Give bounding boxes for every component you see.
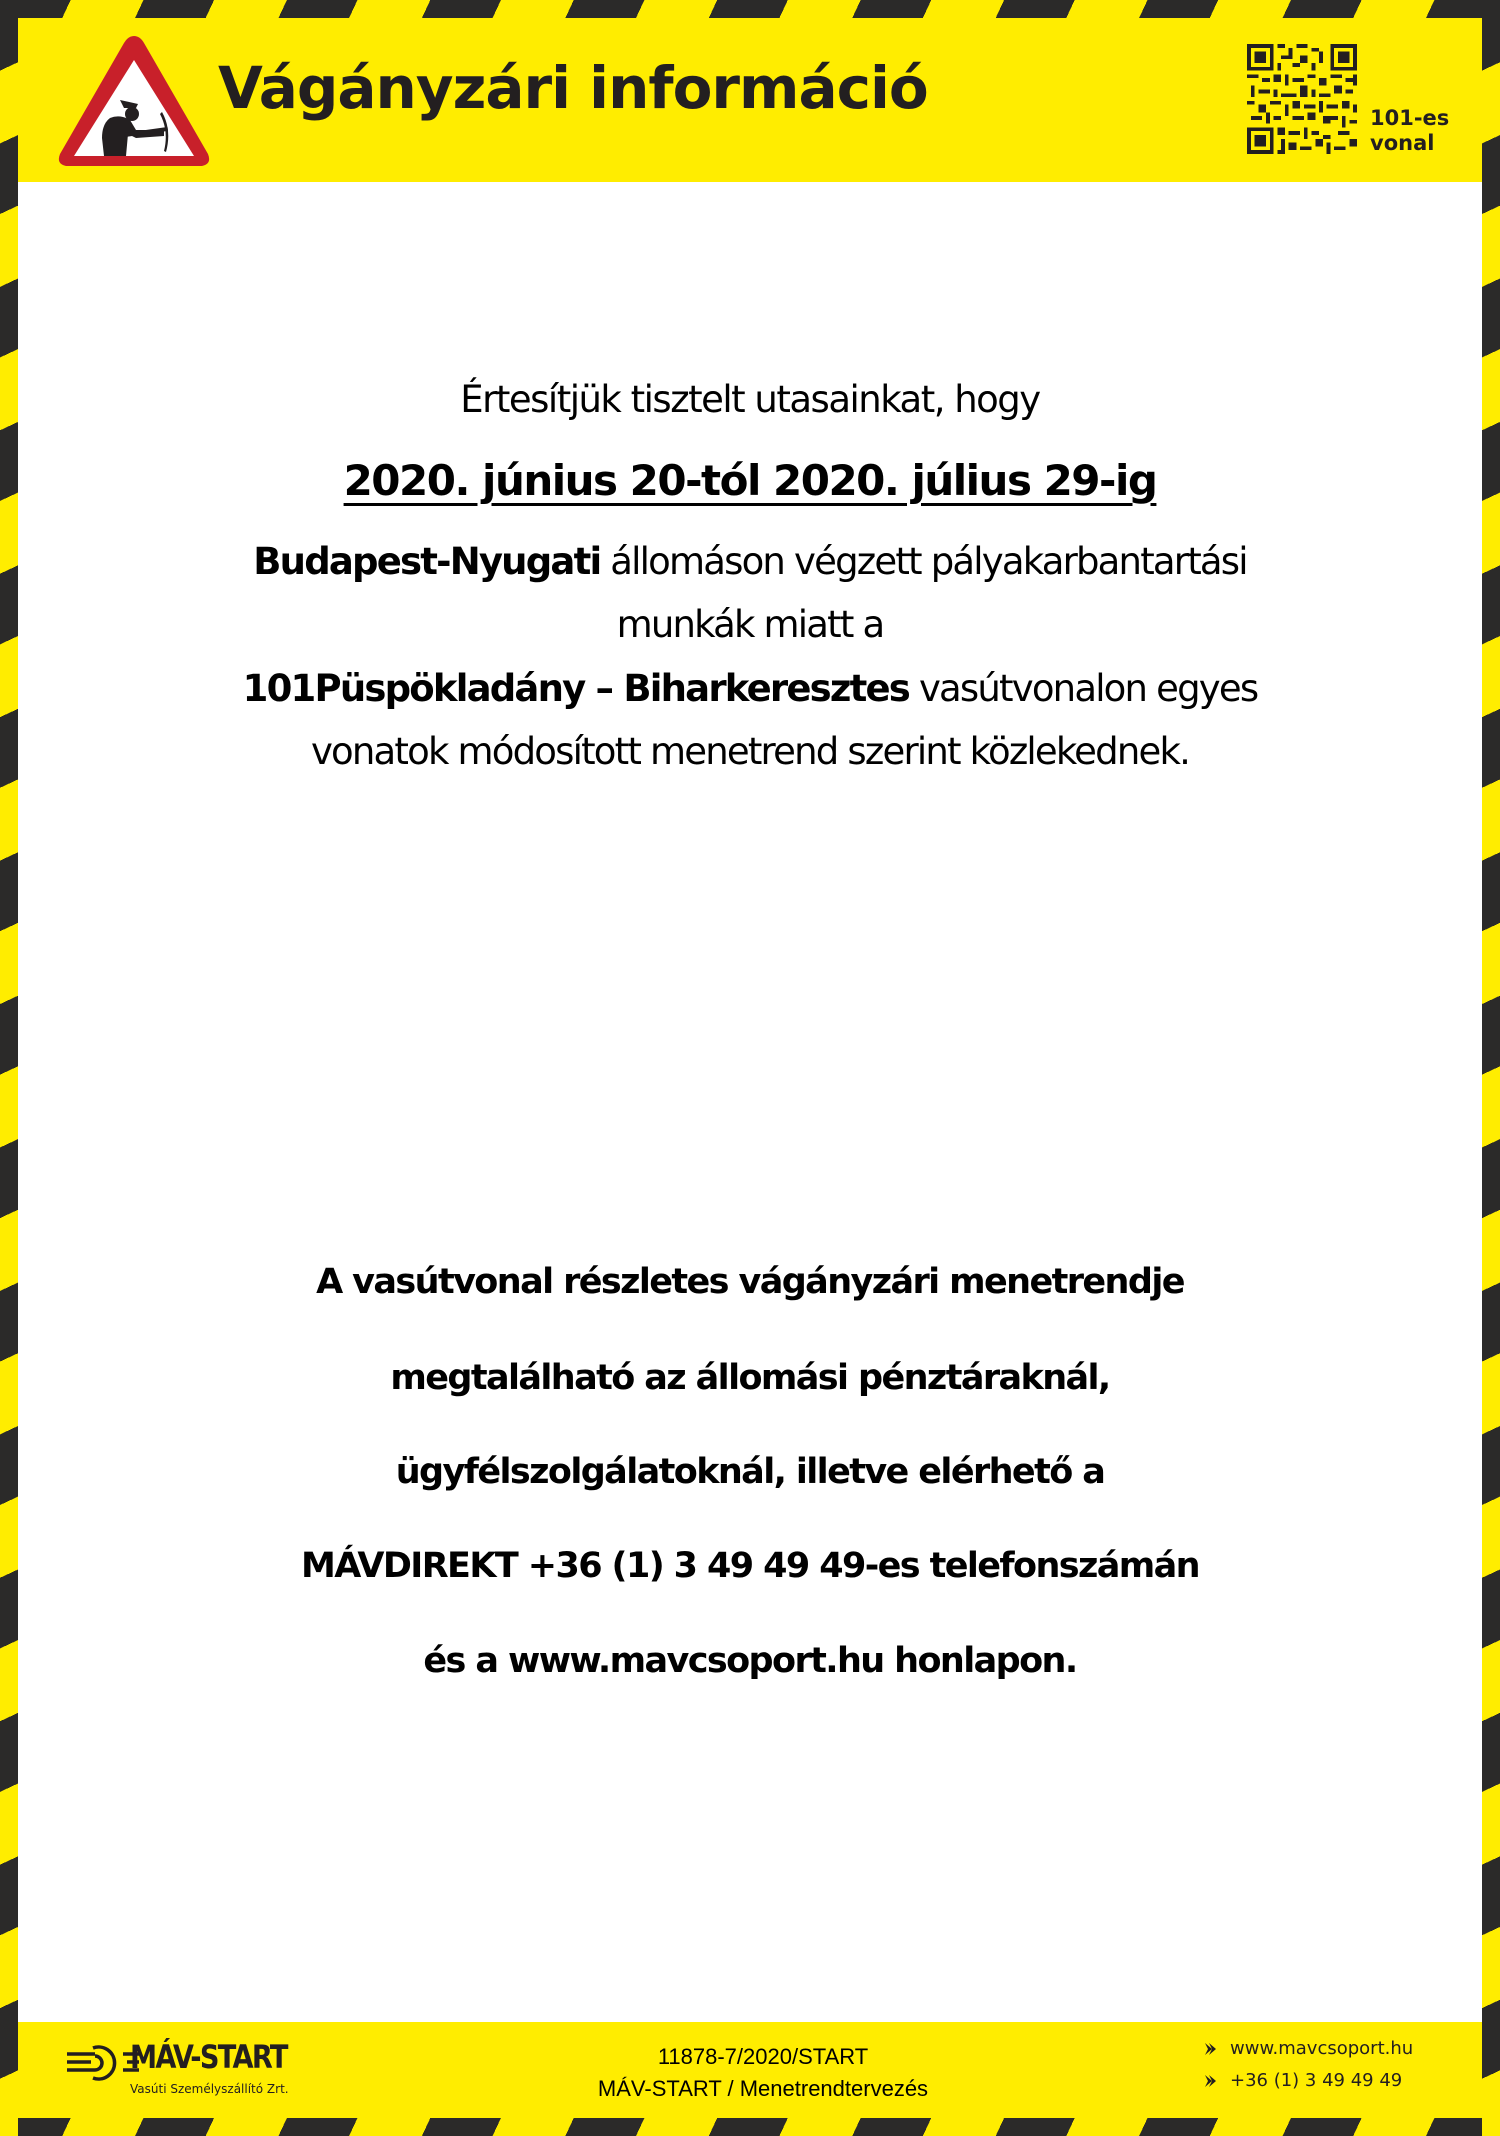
- line-number: 101-es: [1370, 106, 1450, 130]
- notice-line-3: [18, 667, 1482, 710]
- hazard-stripe-right: [1482, 0, 1500, 2136]
- notice-line-4: vonatok módosított menetrend szerint közlekednek.: [310, 730, 1190, 773]
- footer: [18, 2022, 1482, 2118]
- logo-subtitle: Vasúti Személyszállító Zrt.: [130, 2082, 289, 2096]
- hazard-stripe-bottom: [0, 2118, 1500, 2136]
- website-text: www.mavcsoport.hu: [1230, 2038, 1414, 2059]
- notice-line-3-text: vasútvonalon egyes: [908, 667, 1258, 710]
- logo-name: MÁV-START: [130, 2038, 287, 2076]
- info-line-4: MÁVDIREKT +36 (1) 3 49 49 49-es telefonszámán: [300, 1546, 1200, 1586]
- notice-body: [18, 182, 1482, 2022]
- info-line-3: ügyfélszolgálatoknál, illetve elérhető a: [395, 1452, 1105, 1492]
- railway-line-name: 101Püspökladány – Biharkeresztes: [242, 667, 909, 710]
- page-title: Vágányzári információ: [218, 54, 928, 122]
- chevron-right-icon: [1204, 2074, 1218, 2088]
- hazard-stripe-left: [0, 0, 18, 2136]
- header: [18, 18, 1482, 182]
- roadwork-warning-icon: [54, 30, 214, 172]
- line-word: vonal: [1370, 131, 1435, 155]
- notice-line-1-text: állomáson végzett pályakarbantartási: [600, 540, 1247, 583]
- notice-line-1: [18, 540, 1482, 583]
- reference-number: 11878-7/2020/START: [657, 2044, 869, 2069]
- website-link[interactable]: [1204, 2038, 1413, 2059]
- station-name: Budapest-Nyugati: [253, 540, 601, 583]
- info-line-5: és a www.mavcsoport.hu honlapon.: [423, 1641, 1077, 1681]
- info-line-2: megtalálható az állomási pénztáraknál,: [390, 1358, 1110, 1398]
- notice-date-range: 2020. június 20-tól 2020. július 29-ig: [343, 456, 1157, 505]
- department: MÁV-START / Menetrendtervezés: [597, 2076, 929, 2101]
- notice-intro: Értesítjük tisztelt utasainkat, hogy: [460, 378, 1040, 421]
- notice-line-2: munkák miatt a: [616, 603, 884, 646]
- line-number-label: [1370, 106, 1449, 156]
- hazard-stripe-top: [0, 0, 1500, 18]
- phone-link[interactable]: [1204, 2070, 1402, 2091]
- chevron-right-icon: [1204, 2042, 1218, 2056]
- info-line-1: A vasútvonal részletes vágányzári menetrendje: [316, 1262, 1184, 1302]
- phone-text: +36 (1) 3 49 49 49: [1230, 2070, 1403, 2091]
- qr-code-icon[interactable]: [1247, 43, 1357, 155]
